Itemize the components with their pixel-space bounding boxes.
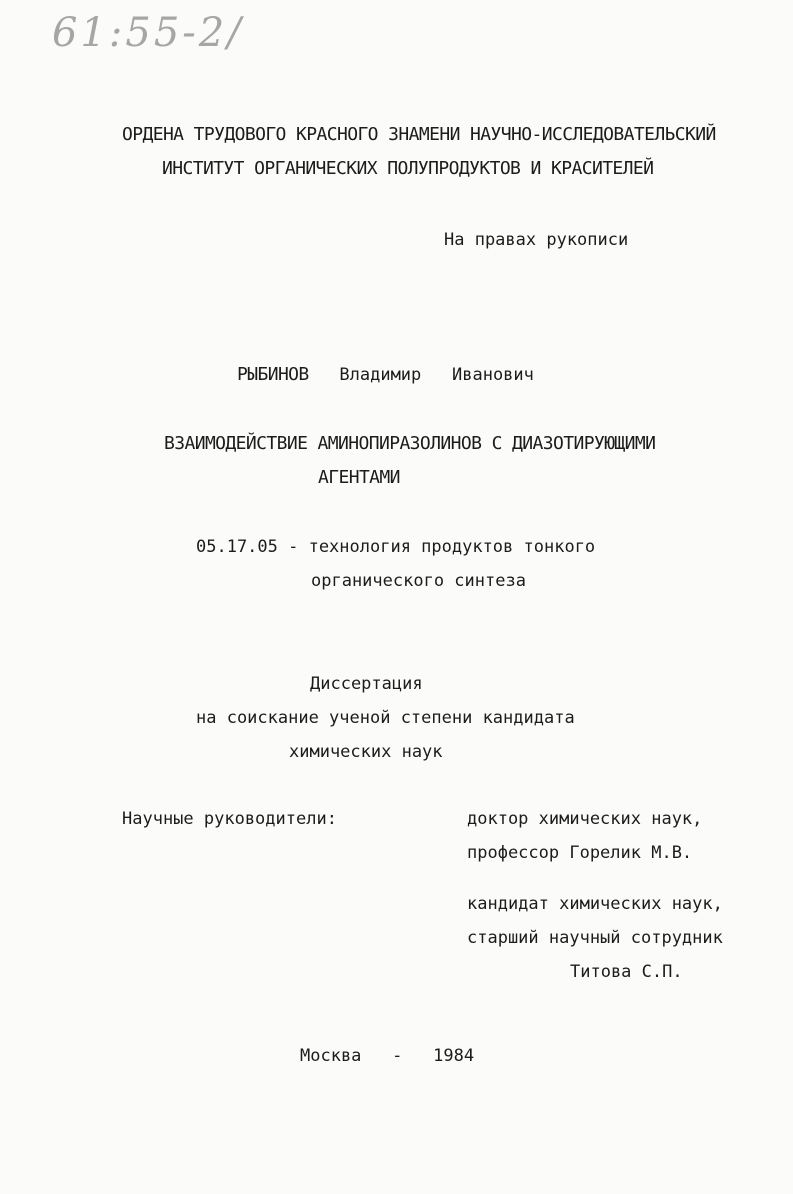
supervisor-2-line-2: старший научный сотрудник xyxy=(467,928,723,948)
year: 1984 xyxy=(433,1046,475,1066)
city-year xyxy=(300,1045,474,1067)
degree-line-3: химических наук xyxy=(289,742,443,762)
author-surname: РЫБИНОВ xyxy=(237,364,309,385)
institute-line-1: ОРДЕНА ТРУДОВОГО КРАСНОГО ЗНАМЕНИ НАУЧНО-ИССЛЕДОВАТЕЛЬСКИЙ xyxy=(122,124,716,145)
supervisors-label: Научные руководители: xyxy=(122,809,337,829)
degree-line-1: Диссертация xyxy=(310,674,423,694)
supervisor-1-line-1: доктор химических наук, xyxy=(467,809,703,829)
author-name xyxy=(237,364,534,386)
supervisor-2-line-3: Титова С.П. xyxy=(570,962,683,982)
degree-line-2: на соискание ученой степени кандидата xyxy=(196,708,575,728)
specialty-line-1: 05.17.05 - технология продуктов тонкого xyxy=(196,537,596,557)
rights-note: На правах рукописи xyxy=(444,230,629,250)
city: Москва xyxy=(300,1046,362,1066)
dissertation-title-line-2: АГЕНТАМИ xyxy=(318,467,400,488)
handwritten-note-text: 61:55-2/ xyxy=(52,10,244,56)
city-year-separator: - xyxy=(392,1046,403,1066)
author-patronymic: Иванович xyxy=(452,365,534,385)
supervisor-2-line-1: кандидат химических наук, xyxy=(467,894,723,914)
handwritten-note xyxy=(52,10,322,70)
specialty-line-2: органического синтеза xyxy=(311,571,526,591)
supervisor-1-line-2: профессор Горелик М.В. xyxy=(467,843,693,863)
author-first-name: Владимир xyxy=(339,365,422,385)
dissertation-title-line-1: ВЗАИМОДЕЙСТВИЕ АМИНОПИРАЗОЛИНОВ С ДИАЗОТИРУЮЩИМИ xyxy=(164,433,656,454)
institute-line-2: ИНСТИТУТ ОРГАНИЧЕСКИХ ПОЛУПРОДУКТОВ И КРАСИТЕЛЕЙ xyxy=(162,158,654,179)
